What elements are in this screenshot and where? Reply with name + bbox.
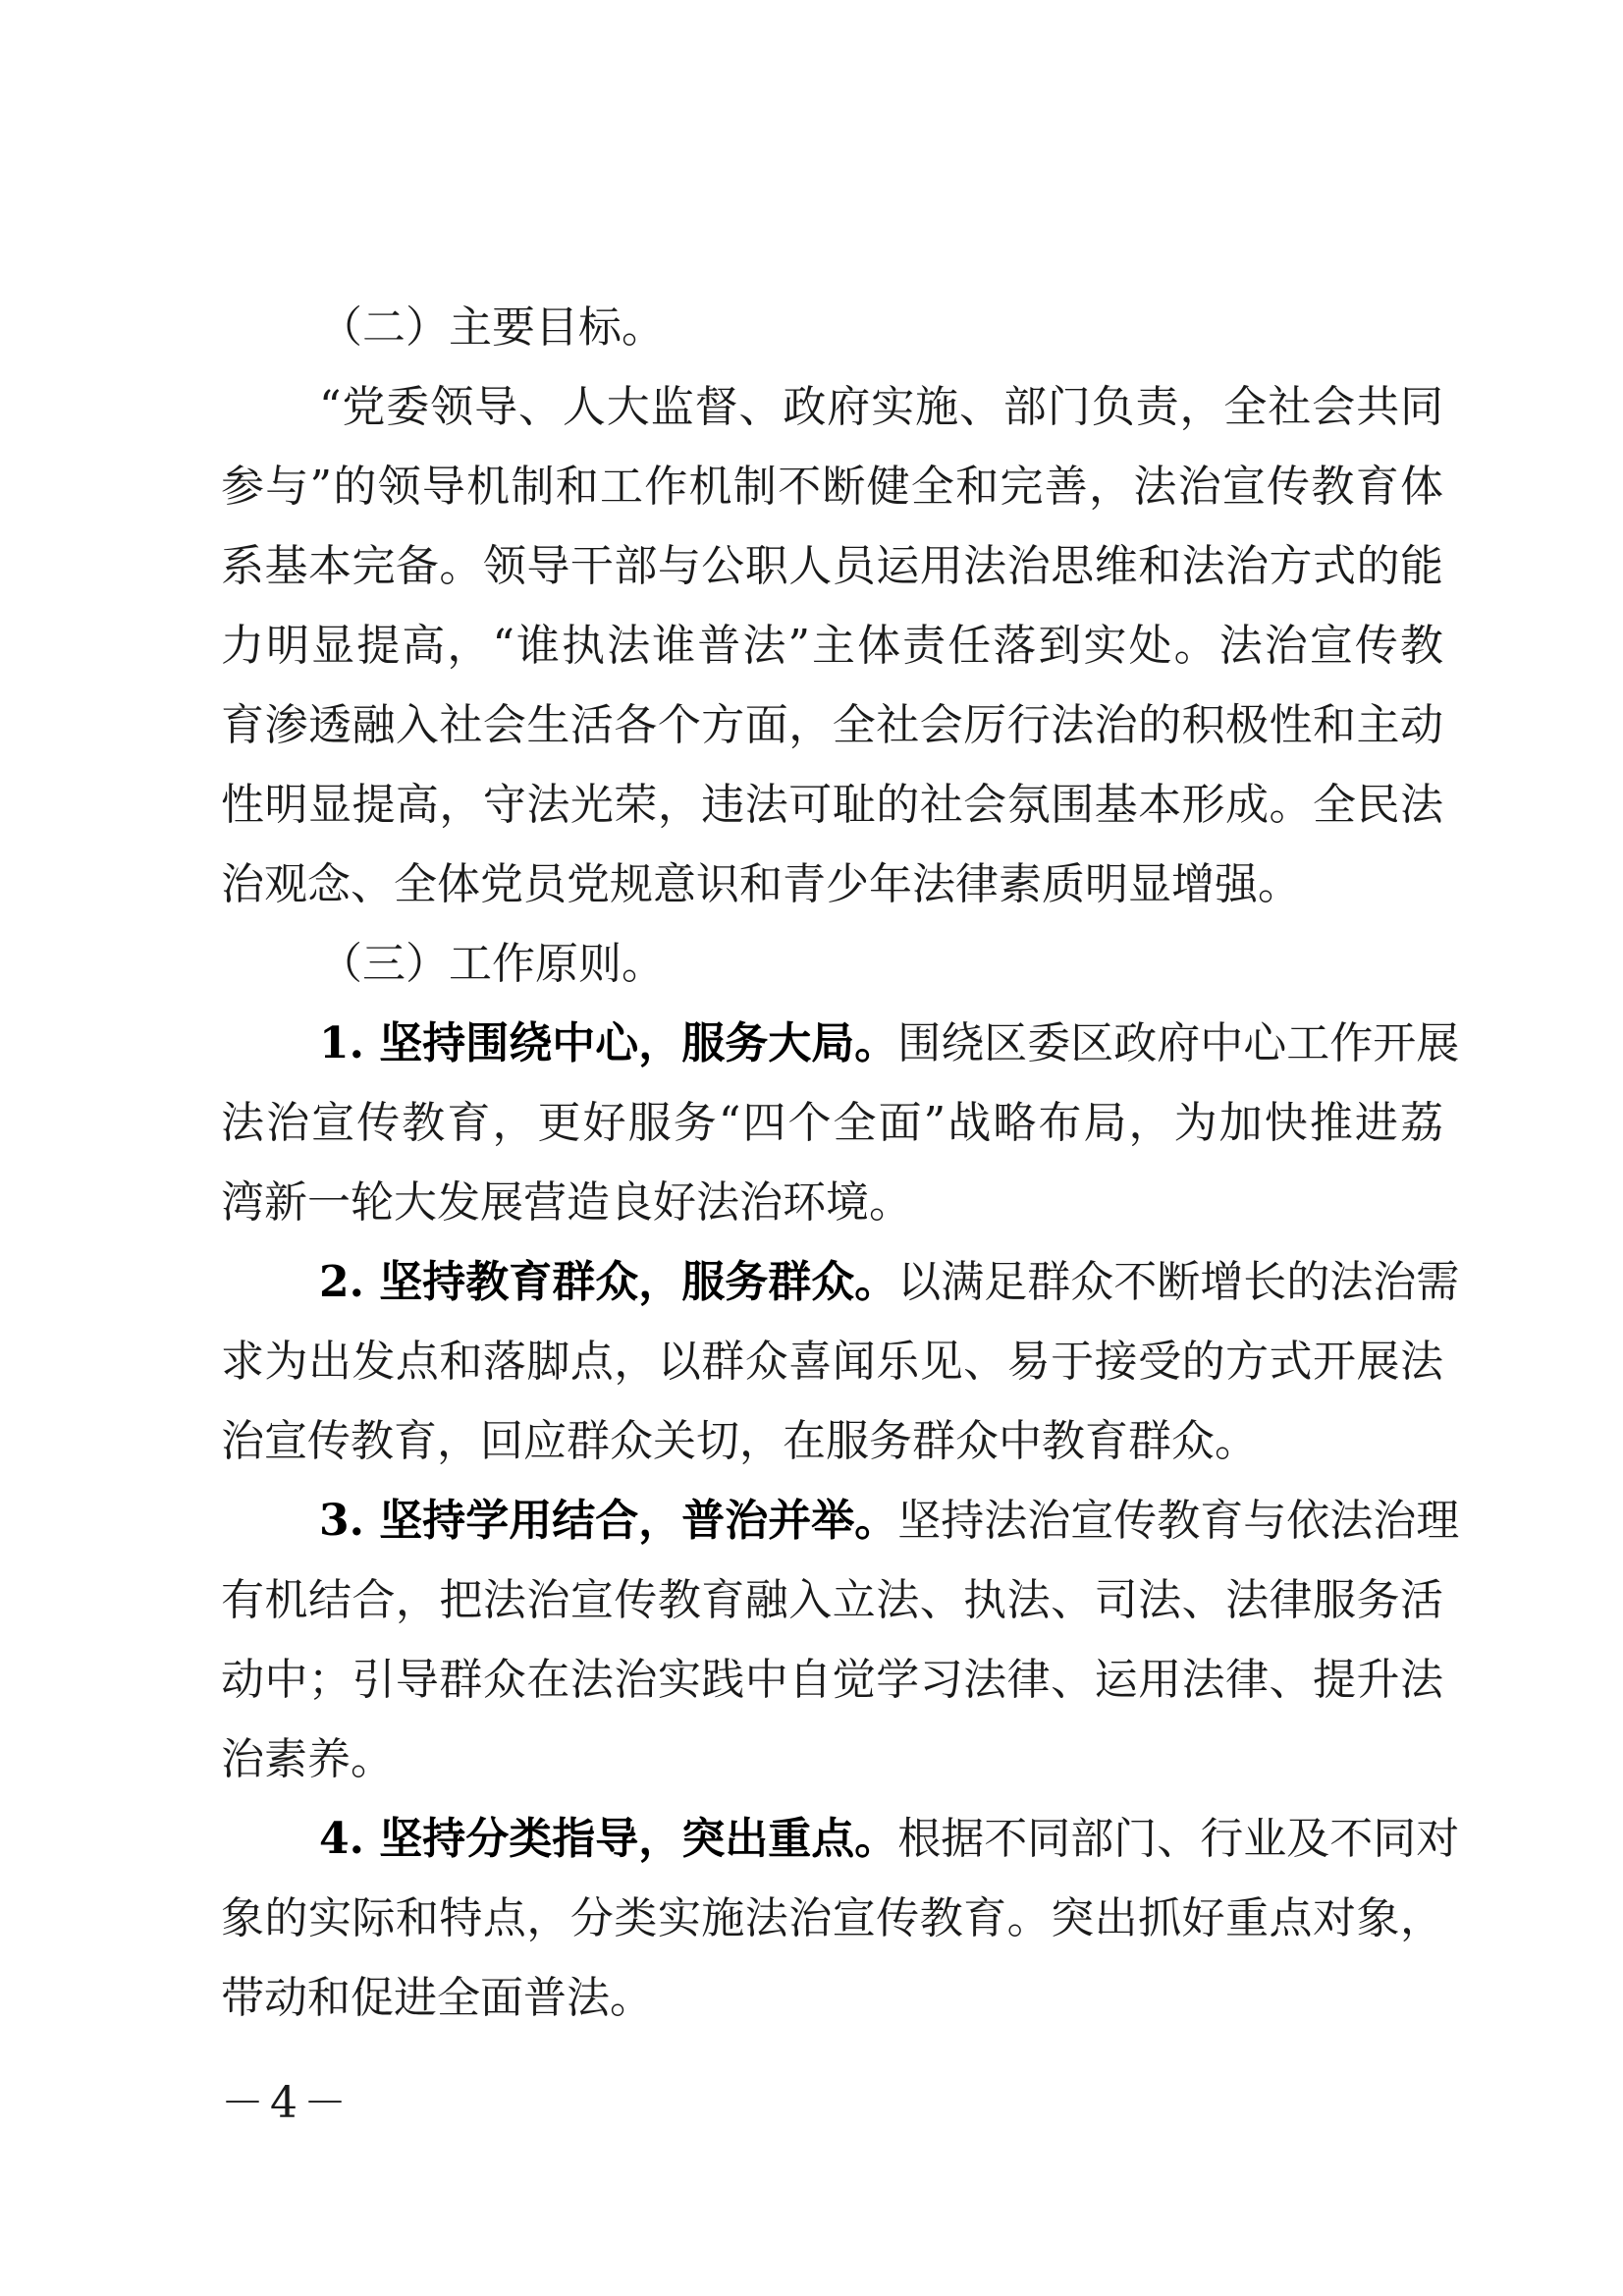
line-text: 育渗透融入社会生活各个方面，全社会厉行法治的积极性和主动 (221, 700, 1443, 750)
line-text: 系基本完备。领导干部与公职人员运用法治思维和法治方式的能 (221, 541, 1443, 591)
paragraph (221, 1481, 1460, 1799)
paragraph (221, 367, 1443, 924)
text-line (221, 765, 1443, 845)
line-text: 根据不同部门、行业及不同对 (897, 1814, 1460, 1864)
text-line (221, 1401, 1443, 1481)
line-text: 治宣传教育，回应群众关切，在服务群众中教育群众。 (221, 1416, 1258, 1466)
line-text: 带动和促进全面普法。 (221, 1973, 653, 2023)
text-line (221, 1083, 1443, 1163)
line-text: 坚持法治宣传教育与依法治理 (897, 1496, 1460, 1546)
line-text: 动中；引导群众在法治实践中自觉学习法律、运用法律、提升法 (221, 1655, 1443, 1705)
line-text: 力明显提高，“谁执法谁普法”主体责任落到实处。法治宣传教 (221, 621, 1443, 671)
line-text: 性明显提高，守法光荣，违法可耻的社会氛围基本形成。全民法 (221, 780, 1443, 830)
line-text: （三）工作原则。 (319, 939, 665, 989)
text-line (221, 1481, 1460, 1560)
line-text: （二）主要目标。 (319, 302, 665, 353)
principle-title: 1. 坚持围绕中心，服务大局。 (319, 1018, 898, 1068)
line-text: 治观念、全体党员党规意识和青少年法律素质明显增强。 (221, 859, 1301, 909)
section-heading (221, 924, 1443, 1004)
text-line (221, 1163, 1443, 1242)
text-line (221, 1879, 1443, 1958)
paragraph (221, 1004, 1460, 1242)
paragraph (221, 1242, 1460, 1481)
text-line (221, 1004, 1460, 1083)
text-line (221, 924, 1443, 1004)
principle-title: 4. 坚持分类指导，突出重点。 (319, 1814, 898, 1864)
text-line (221, 606, 1443, 685)
line-text: 参与”的领导机制和工作机制不断健全和完善，法治宣传教育体 (221, 462, 1443, 512)
document-body (221, 288, 1460, 2038)
text-line (221, 288, 1443, 367)
text-line (221, 447, 1443, 526)
section-heading (221, 288, 1443, 367)
text-line (221, 367, 1443, 447)
line-text: 求为出发点和落脚点，以群众喜闻乐见、易于接受的方式开展法 (221, 1337, 1443, 1387)
text-line (221, 1799, 1460, 1879)
principle-title: 2. 坚持教育群众，服务群众。 (319, 1257, 898, 1307)
text-line (221, 1640, 1443, 1720)
line-text: 湾新一轮大发展营造良好法治环境。 (221, 1177, 912, 1228)
line-text: 象的实际和特点，分类实施法治宣传教育。突出抓好重点对象， (221, 1893, 1443, 1943)
line-text: “党委领导、人大监督、政府实施、部门负责，全社会共同 (319, 382, 1443, 432)
text-line (221, 526, 1443, 606)
page-number: －4－ (221, 2078, 352, 2128)
line-text: 有机结合，把法治宣传教育融入立法、执法、司法、法律服务活 (221, 1575, 1443, 1625)
text-line (221, 1322, 1443, 1401)
paragraph (221, 1799, 1460, 2038)
text-line (221, 1958, 1443, 2038)
principle-title: 3. 坚持学用结合，普治并举。 (319, 1496, 898, 1546)
text-line (221, 1242, 1460, 1322)
text-line (221, 845, 1443, 924)
text-line (221, 685, 1443, 765)
line-text: 以满足群众不断增长的法治需 (897, 1257, 1460, 1307)
line-text: 法治宣传教育，更好服务“四个全面”战略布局，为加快推进荔 (221, 1098, 1443, 1148)
line-text: 治素养。 (221, 1734, 394, 1784)
text-line (221, 1560, 1443, 1640)
text-line (221, 1720, 1443, 1799)
line-text: 围绕区委区政府中心工作开展 (897, 1018, 1460, 1068)
